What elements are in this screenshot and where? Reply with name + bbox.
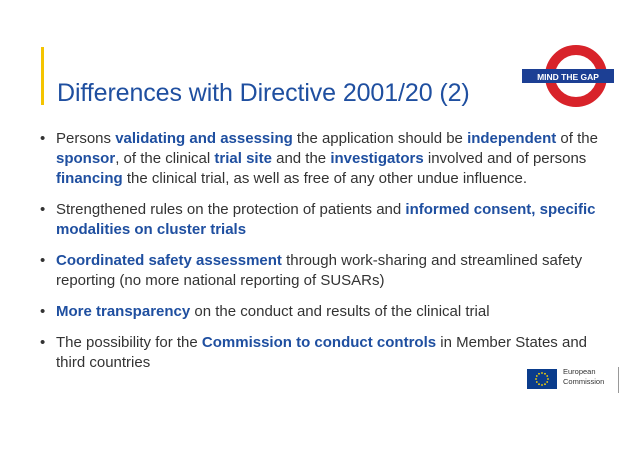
emphasis-text: financing <box>56 170 123 187</box>
logo-divider <box>618 367 619 393</box>
emphasis-text: investigators <box>330 150 424 167</box>
emphasis-text: informed consent, specific modalities on cluster trials <box>56 201 596 238</box>
bullet-marker: • <box>40 201 46 218</box>
roundel-label: MIND THE GAP <box>537 72 599 82</box>
bullet-item <box>38 129 618 189</box>
bullet-text: , of the clinical <box>115 150 215 167</box>
bullet-text: Persons <box>56 130 116 147</box>
emphasis-text: validating and assessing <box>115 130 293 147</box>
bullet-text: The possibility for the <box>56 334 202 351</box>
bullet-text: the application should be <box>292 130 468 147</box>
slide-title: Differences with Directive 2001/20 (2) <box>57 79 470 107</box>
bullet-text: and the <box>271 150 331 167</box>
bullet-list <box>38 129 618 384</box>
bullet-marker: • <box>40 252 46 269</box>
mind-the-gap-roundel-logo <box>520 43 620 109</box>
emphasis-text: Coordinated safety assessment <box>56 252 282 269</box>
eu-logo-line2: Commission <box>563 377 605 386</box>
european-commission-logo <box>527 367 619 393</box>
emphasis-text: Commission to conduct controls <box>201 334 437 351</box>
bullet-text: involved and of persons <box>423 150 587 167</box>
title-accent-bar <box>41 47 44 105</box>
bullet-marker: • <box>40 130 46 147</box>
bullet-item <box>38 302 618 322</box>
bullet-item <box>38 200 618 240</box>
emphasis-text: sponsor <box>56 150 116 167</box>
bullet-marker: • <box>40 303 46 320</box>
eu-logo-line1: European <box>563 367 596 376</box>
bullet-text: on the conduct and results of the clinical trial <box>190 303 490 320</box>
emphasis-text: independent <box>467 130 557 147</box>
emphasis-text: trial site <box>214 150 272 167</box>
bullet-text: Strengthened rules on the protection of patients and <box>56 201 406 218</box>
bullet-text: through work-sharing and streamlined safety reporting (no more national reporting of SUSARs) <box>56 252 583 289</box>
bullet-item <box>38 251 618 291</box>
eu-logo-text <box>563 367 604 387</box>
eu-flag-icon <box>527 369 557 389</box>
bullet-text: in Member States and third countries <box>56 334 588 371</box>
bullet-text: of the <box>556 130 598 147</box>
emphasis-text: More transparency <box>56 303 191 320</box>
bullet-marker: • <box>40 334 46 351</box>
bullet-text: the clinical trial, as well as free of any other undue influence. <box>122 170 528 187</box>
